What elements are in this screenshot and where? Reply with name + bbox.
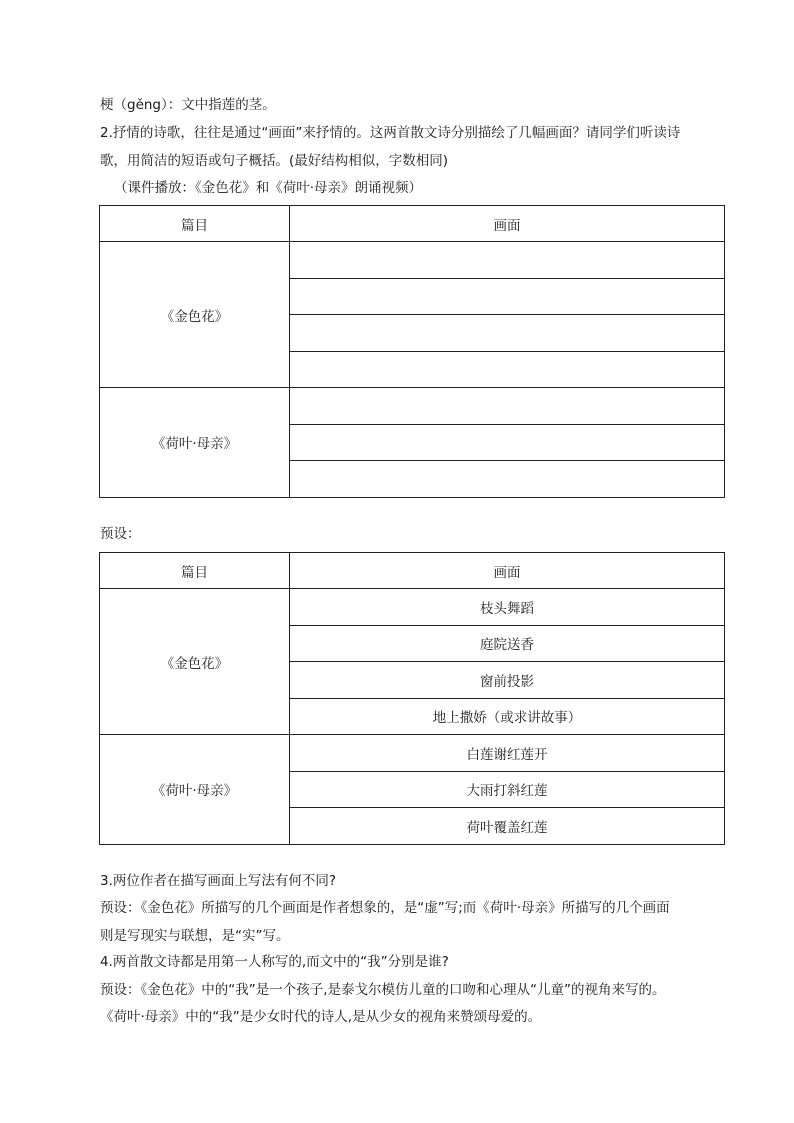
blank-scene-table (99, 205, 725, 498)
blank-cell[interactable] (290, 461, 725, 498)
question-3: 3.两位作者在描写画面上写法有何不同? (100, 873, 337, 889)
question-4-answer-line-2: 《荷叶·母亲》中的“我”是少女时代的诗人,是从少女的视角来赞颂母爱的。 (100, 1009, 542, 1025)
blank-cell[interactable] (290, 424, 725, 461)
poem-title-heye-muqin: 《荷叶·母亲》 (100, 735, 290, 845)
question-2-line-2: 歌，用简洁的短语或句子概括。(最好结构相似，字数相同) (100, 153, 449, 169)
blank-cell[interactable] (290, 278, 725, 315)
scene-cell: 枝头舞蹈 (290, 589, 725, 626)
scene-cell: 荷叶覆盖红莲 (290, 808, 725, 845)
header-title: 篇目 (100, 206, 290, 242)
header-title: 篇目 (100, 553, 290, 589)
scene-cell: 庭院送香 (290, 625, 725, 662)
question-2-line-1: 2.抒情的诗歌，往往是通过“画面”来抒情的。这两首散文诗分别描绘了几幅画面？请同学们听读诗 (100, 125, 681, 141)
blank-cell[interactable] (290, 351, 725, 388)
blank-cell[interactable] (290, 388, 725, 425)
question-3-answer-line-1: 预设：《金色花》所描写的几个画面是作者想象的，是“虚”写;而《荷叶·母亲》所描写的几个画面 (100, 900, 670, 916)
scene-cell: 窗前投影 (290, 662, 725, 699)
scene-cell: 地上撒娇（或求讲故事） (290, 698, 725, 735)
poem-title-jinsehua: 《金色花》 (100, 242, 290, 388)
question-4-answer-line-1: 预设：《金色花》中的“我”是一个孩子,是泰戈尔模仿儿童的口吻和心理从“儿童”的视角来写的。 (100, 982, 666, 998)
question-3-answer-line-2: 则是写现实与联想，是“实”写。 (100, 928, 290, 944)
scene-cell: 大雨打斜红莲 (290, 771, 725, 808)
question-4: 4.两首散文诗都是用第一人称写的,而文中的“我”分别是谁? (100, 954, 449, 970)
poem-title-heye-muqin: 《荷叶·母亲》 (100, 388, 290, 498)
poem-title-jinsehua: 《金色花》 (100, 589, 290, 735)
blank-cell[interactable] (290, 242, 725, 279)
answer-scene-table (99, 552, 725, 845)
question-2-note: （课件播放：《金色花》和《荷叶·母亲》朗诵视频） (114, 180, 423, 196)
header-scene: 画面 (290, 206, 725, 242)
blank-cell[interactable] (290, 315, 725, 352)
preset-label: 预设： (100, 526, 141, 542)
gloss-text: 梗（gěng）：文中指莲的茎。 (100, 97, 276, 113)
header-scene: 画面 (290, 553, 725, 589)
scene-cell: 白莲谢红莲开 (290, 735, 725, 772)
